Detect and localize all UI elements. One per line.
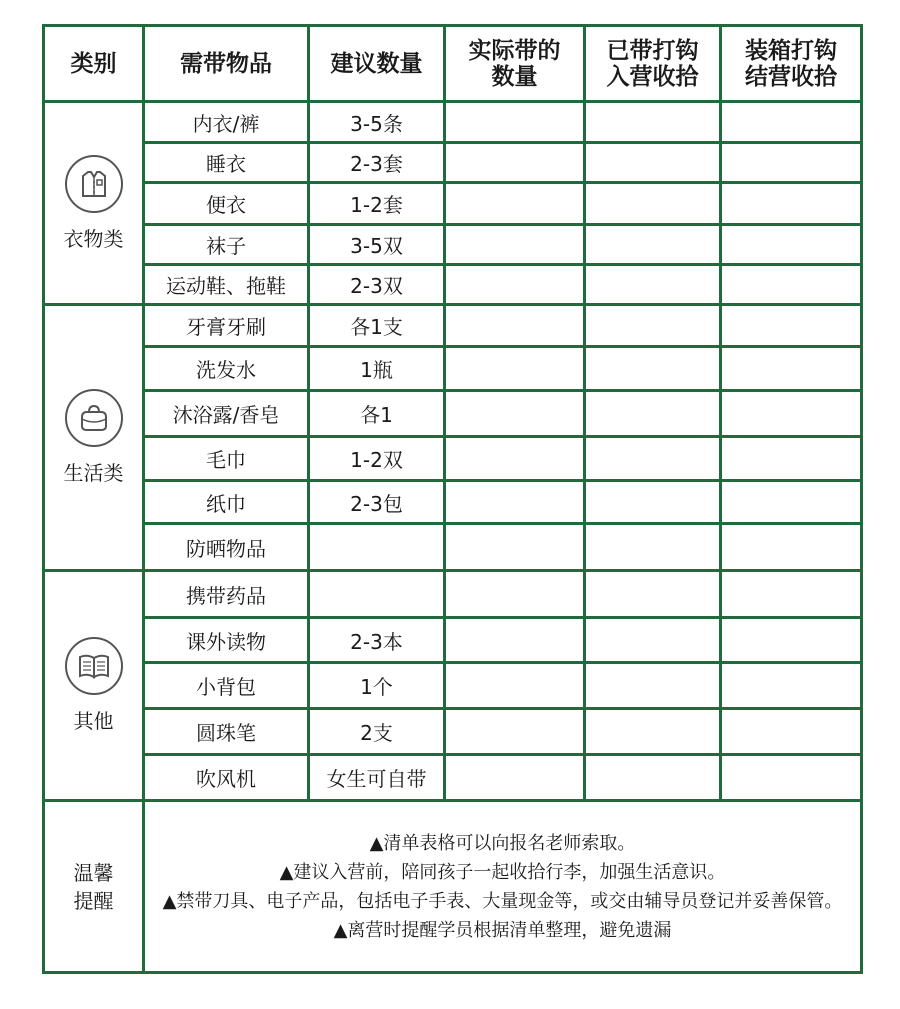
item-name-cell: 纸巾	[144, 481, 309, 524]
toiletry-bag-icon	[65, 389, 123, 447]
suggested-qty-cell: 2-3本	[309, 618, 445, 663]
suggested-qty-cell: 1-2套	[309, 183, 445, 225]
header-actual-qty: 实际带的数量	[445, 26, 585, 102]
suggested-qty-cell: 3-5双	[309, 225, 445, 265]
actual-qty-cell[interactable]	[445, 481, 585, 524]
suggested-qty-cell: 2-3双	[309, 265, 445, 305]
checkout-check-cell[interactable]	[721, 755, 862, 801]
table-row	[44, 102, 862, 143]
table-row	[44, 663, 862, 709]
table-row	[44, 437, 862, 481]
checkin-check-cell[interactable]	[585, 618, 721, 663]
item-name-cell: 运动鞋、拖鞋	[144, 265, 309, 305]
checkin-check-cell[interactable]	[585, 143, 721, 183]
checkout-check-cell[interactable]	[721, 102, 862, 143]
suggested-qty-cell: 1个	[309, 663, 445, 709]
table-row	[44, 618, 862, 663]
actual-qty-cell[interactable]	[445, 437, 585, 481]
checkout-check-cell[interactable]	[721, 709, 862, 755]
checkin-check-cell[interactable]	[585, 183, 721, 225]
item-name-cell: 牙膏牙刷	[144, 305, 309, 347]
checkin-check-cell[interactable]	[585, 709, 721, 755]
item-name-cell: 课外读物	[144, 618, 309, 663]
actual-qty-cell[interactable]	[445, 347, 585, 391]
suggested-qty-cell: 2-3包	[309, 481, 445, 524]
checkout-check-cell[interactable]	[721, 437, 862, 481]
checkout-check-cell[interactable]	[721, 143, 862, 183]
tips-row	[44, 801, 862, 973]
header-suggested-qty: 建议数量	[309, 26, 445, 102]
tips-label: 温馨提醒	[44, 801, 144, 973]
item-name-cell: 睡衣	[144, 143, 309, 183]
category-cell	[44, 102, 144, 305]
item-name-cell: 防晒物品	[144, 524, 309, 571]
actual-qty-cell[interactable]	[445, 183, 585, 225]
table-row	[44, 755, 862, 801]
actual-qty-cell[interactable]	[445, 755, 585, 801]
actual-qty-cell[interactable]	[445, 709, 585, 755]
suggested-qty-cell: 1-2双	[309, 437, 445, 481]
suggested-qty-cell: 1瓶	[309, 347, 445, 391]
tip-line: ▲离营时提醒学员根据清单整理，避免遗漏	[333, 919, 672, 941]
table-row	[44, 265, 862, 305]
category-cell	[44, 571, 144, 801]
item-name-cell: 圆珠笔	[144, 709, 309, 755]
actual-qty-cell[interactable]	[445, 102, 585, 143]
checkout-check-cell[interactable]	[721, 663, 862, 709]
checkout-check-cell[interactable]	[721, 265, 862, 305]
item-name-cell: 便衣	[144, 183, 309, 225]
table-row	[44, 391, 862, 437]
checkin-check-cell[interactable]	[585, 755, 721, 801]
checkout-check-cell[interactable]	[721, 347, 862, 391]
actual-qty-cell[interactable]	[445, 143, 585, 183]
checkout-check-cell[interactable]	[721, 183, 862, 225]
header-item: 需带物品	[144, 26, 309, 102]
actual-qty-cell[interactable]	[445, 225, 585, 265]
item-name-cell: 小背包	[144, 663, 309, 709]
checkout-check-cell[interactable]	[721, 391, 862, 437]
table-row	[44, 709, 862, 755]
checkin-check-cell[interactable]	[585, 391, 721, 437]
table-row	[44, 143, 862, 183]
suggested-qty-cell	[309, 571, 445, 618]
checkout-check-cell[interactable]	[721, 305, 862, 347]
checkin-check-cell[interactable]	[585, 305, 721, 347]
category-label: 其他	[73, 709, 114, 733]
header-category: 类别	[44, 26, 144, 102]
checkin-check-cell[interactable]	[585, 663, 721, 709]
checkout-check-cell[interactable]	[721, 481, 862, 524]
checkin-check-cell[interactable]	[585, 481, 721, 524]
item-name-cell: 沐浴露/香皂	[144, 391, 309, 437]
table-row	[44, 347, 862, 391]
suggested-qty-cell	[309, 524, 445, 571]
tip-line: ▲清单表格可以向报名老师索取。	[369, 832, 636, 854]
suggested-qty-cell: 各1支	[309, 305, 445, 347]
table-row	[44, 305, 862, 347]
item-name-cell: 洗发水	[144, 347, 309, 391]
table-row	[44, 183, 862, 225]
actual-qty-cell[interactable]	[445, 265, 585, 305]
header-packed-checkout: 装箱打钩结营收拾	[721, 26, 862, 102]
item-name-cell: 内衣/裤	[144, 102, 309, 143]
checkout-check-cell[interactable]	[721, 618, 862, 663]
table-row	[44, 481, 862, 524]
checkout-check-cell[interactable]	[721, 571, 862, 618]
suggested-qty-cell: 2支	[309, 709, 445, 755]
category-label: 生活类	[63, 461, 124, 485]
table-row	[44, 225, 862, 265]
actual-qty-cell[interactable]	[445, 663, 585, 709]
checkin-check-cell[interactable]	[585, 524, 721, 571]
category-label: 衣物类	[63, 226, 124, 251]
actual-qty-cell[interactable]	[445, 571, 585, 618]
shirt-icon	[65, 155, 123, 213]
table-row	[44, 524, 862, 571]
header-row	[44, 26, 862, 102]
tip-line: ▲禁带刀具、电子产品，包括电子手表、大量现金等，或交由辅导员登记并妥善保管。	[162, 890, 843, 912]
actual-qty-cell[interactable]	[445, 391, 585, 437]
item-name-cell: 毛巾	[144, 437, 309, 481]
suggested-qty-cell: 3-5条	[309, 102, 445, 143]
checkin-check-cell[interactable]	[585, 225, 721, 265]
header-packed-checkin: 已带打钩入营收拾	[585, 26, 721, 102]
actual-qty-cell[interactable]	[445, 618, 585, 663]
checkin-check-cell[interactable]	[585, 265, 721, 305]
item-name-cell: 携带药品	[144, 571, 309, 618]
checkout-check-cell[interactable]	[721, 524, 862, 571]
checkin-check-cell[interactable]	[585, 102, 721, 143]
tip-line: ▲建议入营前，陪同孩子一起收拾行李，加强生活意识。	[279, 861, 726, 883]
suggested-qty-cell: 各1	[309, 391, 445, 437]
suggested-qty-cell: 女生可自带	[309, 755, 445, 801]
actual-qty-cell[interactable]	[445, 305, 585, 347]
item-name-cell: 袜子	[144, 225, 309, 265]
item-name-cell: 吹风机	[144, 755, 309, 801]
checkin-check-cell[interactable]	[585, 437, 721, 481]
tips-body	[144, 801, 862, 973]
book-icon	[65, 637, 123, 695]
actual-qty-cell[interactable]	[445, 524, 585, 571]
checkin-check-cell[interactable]	[585, 347, 721, 391]
packing-checklist-table	[42, 24, 863, 974]
checkin-check-cell[interactable]	[585, 571, 721, 618]
category-cell	[44, 305, 144, 571]
suggested-qty-cell: 2-3套	[309, 143, 445, 183]
checkout-check-cell[interactable]	[721, 225, 862, 265]
table-row	[44, 571, 862, 618]
